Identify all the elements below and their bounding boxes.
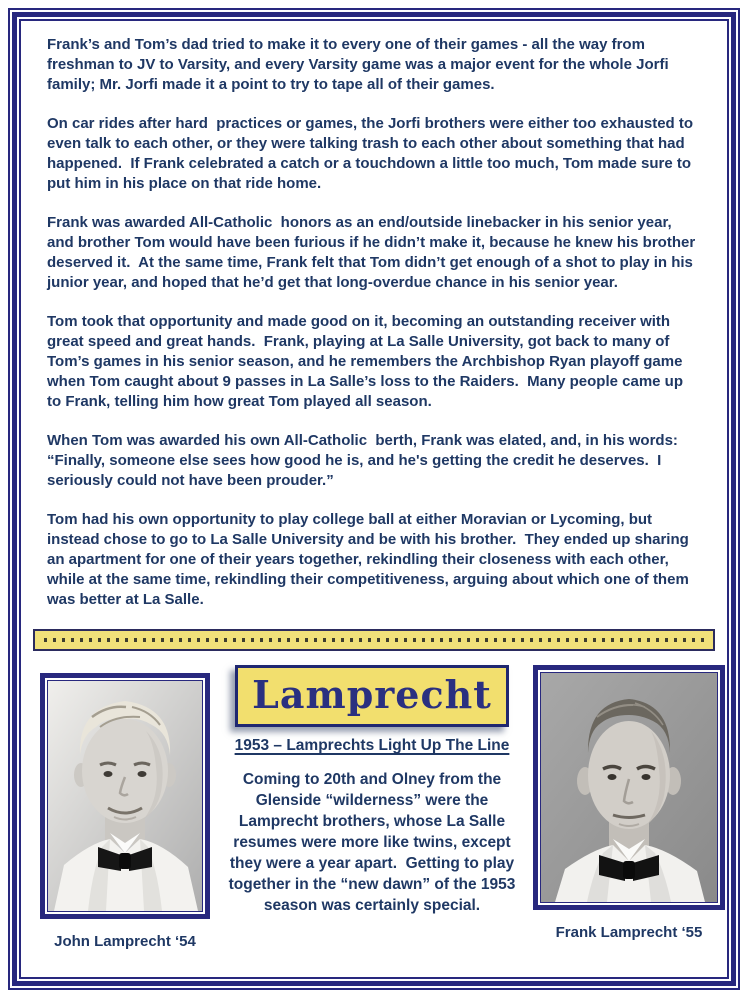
frank-portrait-photo <box>541 673 717 902</box>
story-paragraph-2: On car rides after hard practices or games, the Jorfi brothers were either too exhausted to even talk to each other, or they were talking trash to each other about something that had happened. If Frank celebrated a catch or a touchdown a little too much, Tom made sure to put him in his place on that ride home. <box>47 115 698 192</box>
photo-frame-john <box>40 673 210 919</box>
feature-body-text: Coming to 20th and Olney from the Glenside “wilderness” were the Lamprecht brothers, whose La Salle resumes were more like twins, except they were a year apart. Getting to play together in the “new dawn” of the 1953 season was certainly special. <box>228 770 520 914</box>
photo-column-john <box>39 665 211 950</box>
photo-caption-frank: Frank Lamprecht ‘55 <box>555 924 703 941</box>
story-paragraph-5: When Tom was awarded his own All-Catholic berth, Frank was elated, and, in his words: “Finally, someone else sees how good he is, and he's getting the credit he deserves. I seriously could not have been prouder.” <box>47 432 683 489</box>
john-portrait-photo <box>48 681 202 911</box>
feature-heading: 1953 – Lamprechts Light Up The Line <box>234 736 510 754</box>
photo-john <box>47 680 203 912</box>
feature-section <box>33 665 715 950</box>
photo-frank <box>540 672 718 903</box>
lamprecht-title: Lamprecht <box>252 672 492 717</box>
story-paragraph-3: Frank was awarded All-Catholic honors as an end/outside linebacker in his senior year, and brother Tom would have been furious if he didn’t make it, because he knew his brother deserved it. At the same time, Frank felt that Tom didn’t get enough of a shot to play in his junior year, and hoped that he’d get that long-overdue chance in his senior year. <box>47 214 700 291</box>
story-paragraph-1: Frank’s and Tom’s dad tried to make it to every one of their games - all the way from freshman to JV to Varsity, and every Varsity game was a major event for the whole Jorfi family; Mr. Jorfi made it a point to try to tape all of their games. <box>47 36 673 93</box>
page-content <box>19 19 729 979</box>
middle-border <box>12 12 736 986</box>
photo-caption-john: John Lamprecht ‘54 <box>54 933 196 950</box>
story-text <box>33 35 715 610</box>
outer-border <box>8 8 740 990</box>
divider-dots-pattern <box>44 638 704 642</box>
feature-center-column <box>211 665 533 916</box>
lamprecht-title-box <box>235 665 509 727</box>
photo-column-frank <box>533 665 725 941</box>
decorative-divider-band <box>33 629 715 651</box>
story-paragraph-6: Tom had his own opportunity to play college ball at either Moravian or Lycoming, but instead chose to go to La Salle University and be with his brother. They ended up sharing an apartment for one of their years together, rekindling their closeness with each other, while at the same time, rekindling their competitiveness, arguing about which one of them was better at La Salle. <box>47 511 693 608</box>
story-paragraph-4: Tom took that opportunity and made good on it, becoming an outstanding receiver with great speed and great hands. Frank, playing at La Salle University, got back to many of Tom’s games in his senior season, and he remembers the Archbishop Ryan playoff game when Tom caught about 9 passes in La Salle’s loss to the Raiders. Many people came up to Frank, telling him how great Tom played all season. <box>47 313 688 410</box>
photo-frame-frank <box>533 665 725 910</box>
